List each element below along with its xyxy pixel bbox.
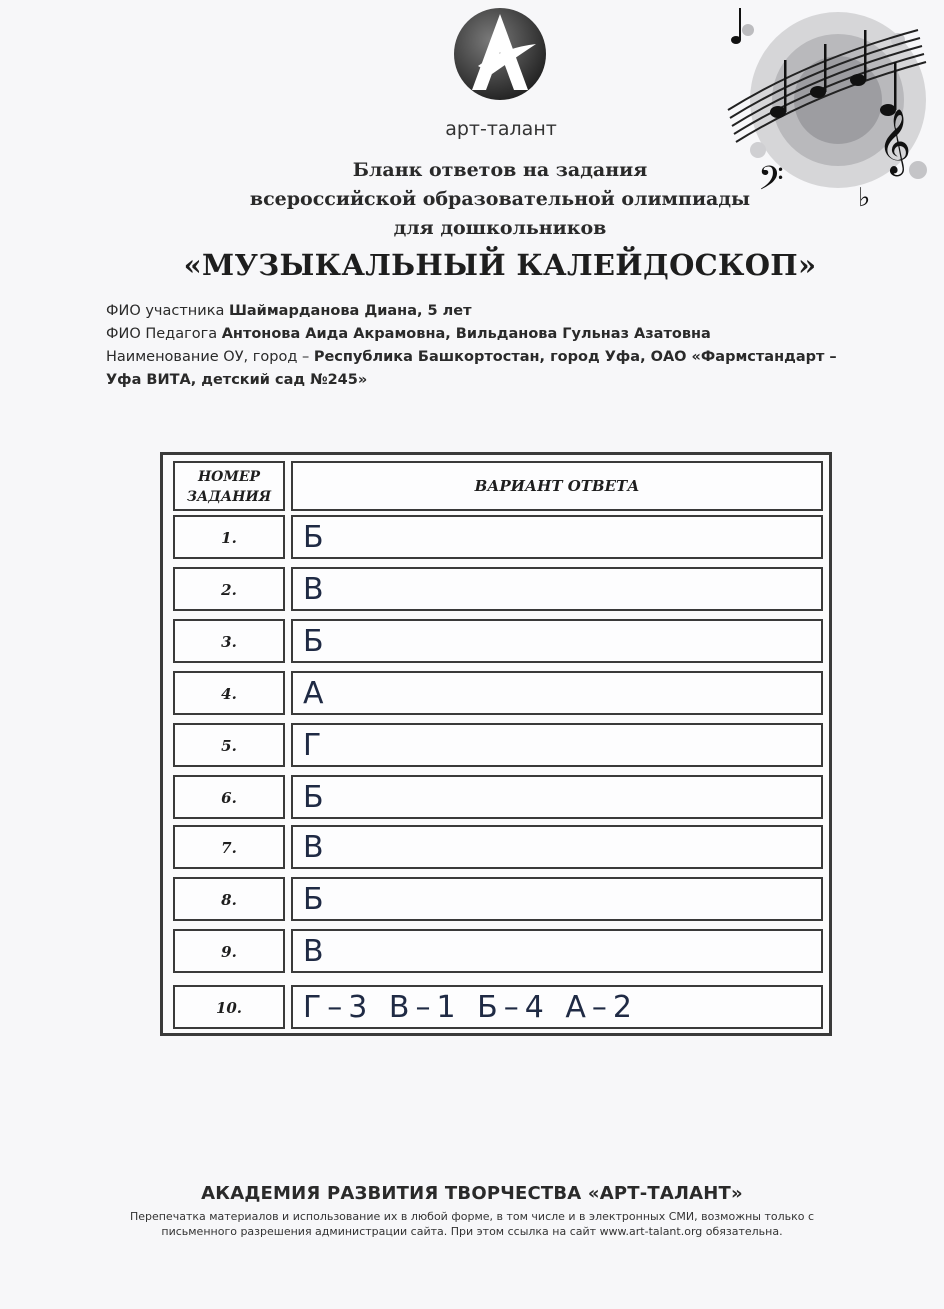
table-row bbox=[173, 567, 823, 611]
task-number: 2. bbox=[173, 567, 285, 611]
column-header-number-line-1: НОМЕР bbox=[197, 469, 261, 485]
svg-text:𝄢: 𝄢 bbox=[758, 160, 784, 206]
handwritten-answer: Г bbox=[291, 723, 823, 767]
handwritten-answer: В bbox=[291, 825, 823, 869]
table-row bbox=[173, 877, 823, 921]
task-number: 3. bbox=[173, 619, 285, 663]
handwritten-answer: В bbox=[291, 567, 823, 611]
table-row bbox=[173, 619, 823, 663]
sheet-title bbox=[150, 156, 850, 285]
handwritten-answer: Б bbox=[291, 775, 823, 819]
title-line-3: для дошкольников bbox=[393, 217, 607, 239]
organization-line-2 bbox=[106, 369, 896, 392]
handwritten-answer: Б bbox=[291, 515, 823, 559]
title-line-2: всероссийской образовательной олимпиады bbox=[249, 188, 751, 210]
teacher-line bbox=[106, 323, 896, 346]
task-number: 8. bbox=[173, 877, 285, 921]
copyright-line-1: Перепечатка материалов и использование их в любой форме, в том числе и в электронных СМИ, возможны только с bbox=[129, 1210, 815, 1223]
task-number: 7. bbox=[173, 825, 285, 869]
task-number: 4. bbox=[173, 671, 285, 715]
handwritten-answer: А bbox=[291, 671, 823, 715]
logo-text: арт-талант bbox=[445, 118, 557, 140]
task-number: 9. bbox=[173, 929, 285, 973]
participant-info bbox=[106, 300, 896, 392]
table-row bbox=[173, 825, 823, 869]
organization-line bbox=[106, 346, 896, 369]
organization-value-2: Уфа ВИТА, детский сад №245» bbox=[106, 372, 368, 388]
task-number: 10. bbox=[173, 985, 285, 1029]
participant-value: Шаймарданова Диана, 5 лет bbox=[228, 303, 472, 319]
svg-text:♭: ♭ bbox=[858, 183, 871, 210]
table-row bbox=[173, 775, 823, 819]
task-number: 6. bbox=[173, 775, 285, 819]
copyright-notice bbox=[110, 1209, 834, 1239]
organization-label: Наименование ОУ, город – bbox=[106, 349, 314, 365]
organization-value-1: Республика Башкортостан, город Уфа, ОАО «Фармстандарт – bbox=[313, 349, 837, 365]
table-row bbox=[173, 671, 823, 715]
handwritten-answer: Б bbox=[291, 877, 823, 921]
olympiad-name: «МУЗЫКАЛЬНЫЙ КАЛЕЙДОСКОП» bbox=[183, 248, 817, 282]
svg-text:𝄞: 𝄞 bbox=[878, 109, 912, 174]
title-line-1: Бланк ответов на задания bbox=[352, 159, 648, 181]
participant-label: ФИО участника bbox=[106, 303, 229, 319]
teacher-value: Антонова Аида Акрамовна, Вильданова Гульназ Азатовна bbox=[221, 326, 711, 342]
table-row bbox=[173, 985, 823, 1029]
handwritten-answer: Г–3 В–1 Б–4 А–2 bbox=[291, 985, 823, 1029]
teacher-label: ФИО Педагога bbox=[106, 326, 222, 342]
table-row bbox=[173, 929, 823, 973]
column-header-number bbox=[173, 461, 285, 511]
art-talant-logo-icon bbox=[452, 4, 548, 104]
answers-table bbox=[160, 452, 832, 1036]
academy-name: АКАДЕМИЯ РАЗВИТИЯ ТВОРЧЕСТВА «АРТ-ТАЛАНТ» bbox=[201, 1183, 743, 1204]
participant-line bbox=[106, 300, 896, 323]
table-header bbox=[173, 461, 823, 511]
handwritten-answer: Б bbox=[291, 619, 823, 663]
column-header-number-line-2: ЗАДАНИЯ bbox=[186, 489, 272, 505]
copyright-line-2: письменного разрешения администрации сайта. При этом ссылка на сайт www.art-talant.org обязательна. bbox=[161, 1225, 783, 1238]
table-row bbox=[173, 515, 823, 559]
task-number: 5. bbox=[173, 723, 285, 767]
column-header-answer: ВАРИАНТ ОТВЕТА bbox=[291, 461, 823, 511]
task-number: 1. bbox=[173, 515, 285, 559]
table-row bbox=[173, 723, 823, 767]
handwritten-answer: В bbox=[291, 929, 823, 973]
